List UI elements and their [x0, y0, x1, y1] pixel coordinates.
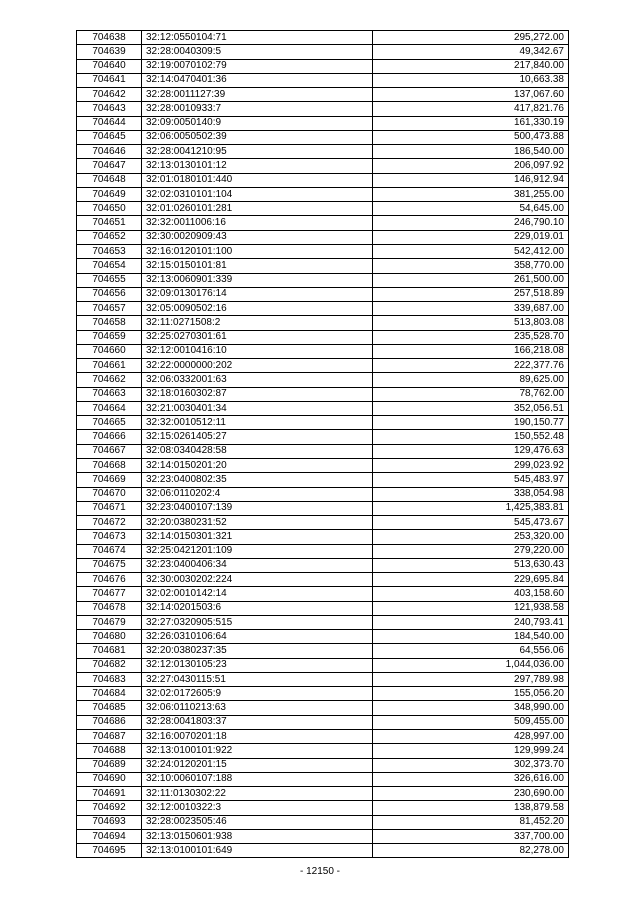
amount-cell: 81,452.20 [373, 815, 569, 829]
table-row [77, 658, 569, 672]
cadastral-number-cell: 32:02:0010142:14 [142, 587, 373, 601]
row-id-cell: 704642 [77, 88, 142, 102]
cadastral-number-cell: 32:06:0050502:39 [142, 130, 373, 144]
table-row [77, 387, 569, 401]
cadastral-number-cell: 32:16:0120101:100 [142, 244, 373, 258]
amount-cell: 166,218.08 [373, 344, 569, 358]
row-id-cell: 704694 [77, 829, 142, 843]
table-row [77, 202, 569, 216]
table-row [77, 316, 569, 330]
table-row [77, 544, 569, 558]
row-id-cell: 704639 [77, 45, 142, 59]
table-row [77, 302, 569, 316]
table-row [77, 73, 569, 87]
cadastral-number-cell: 32:20:0380231:52 [142, 516, 373, 530]
table-row [77, 458, 569, 472]
amount-cell: 190,150.77 [373, 416, 569, 430]
table-row [77, 487, 569, 501]
cadastral-number-cell: 32:13:0060901:339 [142, 273, 373, 287]
table-row [77, 130, 569, 144]
amount-cell: 337,700.00 [373, 829, 569, 843]
table-row [77, 644, 569, 658]
amount-cell: 206,097.92 [373, 159, 569, 173]
amount-cell: 230,690.00 [373, 787, 569, 801]
amount-cell: 339,687.00 [373, 302, 569, 316]
table-row [77, 88, 569, 102]
amount-cell: 299,023.92 [373, 458, 569, 472]
table-row [77, 787, 569, 801]
table-row [77, 587, 569, 601]
cadastral-number-cell: 32:28:0023505:46 [142, 815, 373, 829]
row-id-cell: 704672 [77, 516, 142, 530]
table-row [77, 801, 569, 815]
table-row [77, 344, 569, 358]
row-id-cell: 704657 [77, 302, 142, 316]
row-id-cell: 704685 [77, 701, 142, 715]
table-row [77, 615, 569, 629]
table-row [77, 216, 569, 230]
row-id-cell: 704664 [77, 401, 142, 415]
amount-cell: 184,540.00 [373, 630, 569, 644]
cadastral-number-cell: 32:13:0130101:12 [142, 159, 373, 173]
cadastral-number-cell: 32:16:0070201:18 [142, 730, 373, 744]
row-id-cell: 704690 [77, 772, 142, 786]
table-row [77, 373, 569, 387]
cadastral-number-cell: 32:13:0100101:649 [142, 844, 373, 858]
table-row [77, 401, 569, 415]
cadastral-number-cell: 32:24:0120201:15 [142, 758, 373, 772]
row-id-cell: 704667 [77, 444, 142, 458]
row-id-cell: 704648 [77, 173, 142, 187]
table-row [77, 430, 569, 444]
row-id-cell: 704654 [77, 259, 142, 273]
data-table [76, 30, 569, 858]
cadastral-number-cell: 32:02:0310101:104 [142, 187, 373, 201]
cadastral-number-cell: 32:22:0000000:202 [142, 359, 373, 373]
amount-cell: 138,879.58 [373, 801, 569, 815]
cadastral-number-cell: 32:06:0110202:4 [142, 487, 373, 501]
cadastral-number-cell: 32:14:0150301:321 [142, 530, 373, 544]
cadastral-number-cell: 32:18:0160302:87 [142, 387, 373, 401]
row-id-cell: 704687 [77, 730, 142, 744]
row-id-cell: 704683 [77, 672, 142, 686]
row-id-cell: 704649 [77, 187, 142, 201]
amount-cell: 217,840.00 [373, 59, 569, 73]
table-row [77, 601, 569, 615]
table-body [77, 31, 569, 858]
row-id-cell: 704666 [77, 430, 142, 444]
row-id-cell: 704673 [77, 530, 142, 544]
row-id-cell: 704661 [77, 359, 142, 373]
cadastral-number-cell: 32:32:0010512:11 [142, 416, 373, 430]
cadastral-number-cell: 32:26:0310106:64 [142, 630, 373, 644]
row-id-cell: 704688 [77, 744, 142, 758]
amount-cell: 161,330.19 [373, 116, 569, 130]
amount-cell: 146,912.94 [373, 173, 569, 187]
amount-cell: 246,790.10 [373, 216, 569, 230]
table-row [77, 715, 569, 729]
cadastral-number-cell: 32:27:0430115:51 [142, 672, 373, 686]
amount-cell: 89,625.00 [373, 373, 569, 387]
amount-cell: 10,663.38 [373, 73, 569, 87]
amount-cell: 82,278.00 [373, 844, 569, 858]
amount-cell: 240,793.41 [373, 615, 569, 629]
amount-cell: 326,616.00 [373, 772, 569, 786]
amount-cell: 229,695.84 [373, 573, 569, 587]
cadastral-number-cell: 32:28:0040309:5 [142, 45, 373, 59]
table-row [77, 259, 569, 273]
table-row [77, 730, 569, 744]
row-id-cell: 704670 [77, 487, 142, 501]
amount-cell: 1,425,383.81 [373, 501, 569, 515]
amount-cell: 229,019.01 [373, 230, 569, 244]
row-id-cell: 704677 [77, 587, 142, 601]
cadastral-number-cell: 32:12:0130105:23 [142, 658, 373, 672]
cadastral-number-cell: 32:11:0130302:22 [142, 787, 373, 801]
row-id-cell: 704665 [77, 416, 142, 430]
row-id-cell: 704658 [77, 316, 142, 330]
row-id-cell: 704671 [77, 501, 142, 515]
amount-cell: 261,500.00 [373, 273, 569, 287]
table-row [77, 701, 569, 715]
row-id-cell: 704692 [77, 801, 142, 815]
amount-cell: 509,455.00 [373, 715, 569, 729]
row-id-cell: 704641 [77, 73, 142, 87]
row-id-cell: 704643 [77, 102, 142, 116]
amount-cell: 64,556.06 [373, 644, 569, 658]
row-id-cell: 704645 [77, 130, 142, 144]
cadastral-number-cell: 32:23:0400406:34 [142, 558, 373, 572]
amount-cell: 338,054.98 [373, 487, 569, 501]
row-id-cell: 704675 [77, 558, 142, 572]
amount-cell: 1,044,036.00 [373, 658, 569, 672]
amount-cell: 545,473.67 [373, 516, 569, 530]
table-row [77, 173, 569, 187]
amount-cell: 279,220.00 [373, 544, 569, 558]
amount-cell: 129,476.63 [373, 444, 569, 458]
cadastral-number-cell: 32:08:0340428:58 [142, 444, 373, 458]
row-id-cell: 704653 [77, 244, 142, 258]
amount-cell: 297,789.98 [373, 672, 569, 686]
amount-cell: 513,630.43 [373, 558, 569, 572]
row-id-cell: 704644 [77, 116, 142, 130]
row-id-cell: 704678 [77, 601, 142, 615]
amount-cell: 155,056.20 [373, 687, 569, 701]
row-id-cell: 704689 [77, 758, 142, 772]
row-id-cell: 704650 [77, 202, 142, 216]
row-id-cell: 704691 [77, 787, 142, 801]
row-id-cell: 704646 [77, 145, 142, 159]
table-row [77, 516, 569, 530]
amount-cell: 121,938.58 [373, 601, 569, 615]
cadastral-number-cell: 32:28:0041210:95 [142, 145, 373, 159]
table-row [77, 444, 569, 458]
row-id-cell: 704662 [77, 373, 142, 387]
cadastral-number-cell: 32:23:0400802:35 [142, 473, 373, 487]
cadastral-number-cell: 32:28:0041803:37 [142, 715, 373, 729]
row-id-cell: 704668 [77, 458, 142, 472]
cadastral-number-cell: 32:13:0100101:922 [142, 744, 373, 758]
amount-cell: 54,645.00 [373, 202, 569, 216]
cadastral-number-cell: 32:15:0150101:81 [142, 259, 373, 273]
cadastral-number-cell: 32:06:0332001:63 [142, 373, 373, 387]
row-id-cell: 704686 [77, 715, 142, 729]
cadastral-number-cell: 32:30:0020909:43 [142, 230, 373, 244]
table-row [77, 815, 569, 829]
row-id-cell: 704638 [77, 31, 142, 45]
page-number: - 12150 - [299, 866, 341, 877]
cadastral-number-cell: 32:12:0010416:10 [142, 344, 373, 358]
table-row [77, 244, 569, 258]
amount-cell: 513,803.08 [373, 316, 569, 330]
table-row [77, 630, 569, 644]
amount-cell: 302,373.70 [373, 758, 569, 772]
row-id-cell: 704656 [77, 287, 142, 301]
amount-cell: 352,056.51 [373, 401, 569, 415]
cadastral-number-cell: 32:20:0380237:35 [142, 644, 373, 658]
table-row [77, 187, 569, 201]
cadastral-number-cell: 32:09:0050140:9 [142, 116, 373, 130]
row-id-cell: 704647 [77, 159, 142, 173]
cadastral-number-cell: 32:14:0470401:36 [142, 73, 373, 87]
amount-cell: 348,990.00 [373, 701, 569, 715]
cadastral-number-cell: 32:12:0550104:71 [142, 31, 373, 45]
cadastral-number-cell: 32:02:0172605:9 [142, 687, 373, 701]
cadastral-number-cell: 32:21:0030401:34 [142, 401, 373, 415]
amount-cell: 150,552.48 [373, 430, 569, 444]
cadastral-number-cell: 32:14:0150201:20 [142, 458, 373, 472]
amount-cell: 253,320.00 [373, 530, 569, 544]
table-row [77, 116, 569, 130]
cadastral-number-cell: 32:11:0271508:2 [142, 316, 373, 330]
row-id-cell: 704663 [77, 387, 142, 401]
row-id-cell: 704659 [77, 330, 142, 344]
amount-cell: 235,528.70 [373, 330, 569, 344]
cadastral-number-cell: 32:05:0090502:16 [142, 302, 373, 316]
row-id-cell: 704684 [77, 687, 142, 701]
cadastral-number-cell: 32:30:0030202:224 [142, 573, 373, 587]
table-row [77, 672, 569, 686]
row-id-cell: 704669 [77, 473, 142, 487]
cadastral-number-cell: 32:12:0010322:3 [142, 801, 373, 815]
cadastral-number-cell: 32:28:0011127:39 [142, 88, 373, 102]
cadastral-number-cell: 32:01:0260101:281 [142, 202, 373, 216]
row-id-cell: 704640 [77, 59, 142, 73]
amount-cell: 417,821.76 [373, 102, 569, 116]
table-row [77, 501, 569, 515]
row-id-cell: 704652 [77, 230, 142, 244]
cadastral-number-cell: 32:28:0010933:7 [142, 102, 373, 116]
amount-cell: 500,473.88 [373, 130, 569, 144]
cadastral-number-cell: 32:27:0320905:515 [142, 615, 373, 629]
cadastral-number-cell: 32:09:0130176:14 [142, 287, 373, 301]
cadastral-number-cell: 32:01:0180101:440 [142, 173, 373, 187]
cadastral-number-cell: 32:13:0150601:938 [142, 829, 373, 843]
cadastral-number-cell: 32:10:0060107:188 [142, 772, 373, 786]
table-row [77, 758, 569, 772]
table-row [77, 102, 569, 116]
cadastral-number-cell: 32:23:0400107:139 [142, 501, 373, 515]
row-id-cell: 704682 [77, 658, 142, 672]
amount-cell: 545,483.97 [373, 473, 569, 487]
cadastral-number-cell: 32:25:0270301:61 [142, 330, 373, 344]
table-row [77, 59, 569, 73]
cadastral-number-cell: 32:15:0261405:27 [142, 430, 373, 444]
table-row [77, 844, 569, 858]
row-id-cell: 704680 [77, 630, 142, 644]
cadastral-number-cell: 32:19:0070102:79 [142, 59, 373, 73]
cadastral-number-cell: 32:25:0421201:109 [142, 544, 373, 558]
cadastral-number-cell: 32:06:0110213:63 [142, 701, 373, 715]
amount-cell: 381,255.00 [373, 187, 569, 201]
amount-cell: 129,999.24 [373, 744, 569, 758]
table-row [77, 687, 569, 701]
row-id-cell: 704674 [77, 544, 142, 558]
amount-cell: 403,158.60 [373, 587, 569, 601]
cadastral-number-cell: 32:14:0201503:6 [142, 601, 373, 615]
cadastral-number-cell: 32:32:0011006:16 [142, 216, 373, 230]
amount-cell: 295,272.00 [373, 31, 569, 45]
table-row [77, 273, 569, 287]
table-row [77, 573, 569, 587]
table-row [77, 145, 569, 159]
table-row [77, 159, 569, 173]
amount-cell: 137,067.60 [373, 88, 569, 102]
amount-cell: 222,377.76 [373, 359, 569, 373]
amount-cell: 428,997.00 [373, 730, 569, 744]
table-row [77, 230, 569, 244]
amount-cell: 257,518.89 [373, 287, 569, 301]
table-row [77, 772, 569, 786]
amount-cell: 186,540.00 [373, 145, 569, 159]
table-row [77, 473, 569, 487]
table-row [77, 744, 569, 758]
table-row [77, 31, 569, 45]
row-id-cell: 704676 [77, 573, 142, 587]
row-id-cell: 704695 [77, 844, 142, 858]
row-id-cell: 704681 [77, 644, 142, 658]
row-id-cell: 704679 [77, 615, 142, 629]
row-id-cell: 704660 [77, 344, 142, 358]
table-row [77, 45, 569, 59]
table-row [77, 359, 569, 373]
amount-cell: 78,762.00 [373, 387, 569, 401]
row-id-cell: 704693 [77, 815, 142, 829]
table-row [77, 287, 569, 301]
table-row [77, 530, 569, 544]
amount-cell: 358,770.00 [373, 259, 569, 273]
table-row [77, 416, 569, 430]
amount-cell: 49,342.67 [373, 45, 569, 59]
row-id-cell: 704651 [77, 216, 142, 230]
amount-cell: 542,412.00 [373, 244, 569, 258]
table-row [77, 829, 569, 843]
table-row [77, 558, 569, 572]
row-id-cell: 704655 [77, 273, 142, 287]
table-row [77, 330, 569, 344]
